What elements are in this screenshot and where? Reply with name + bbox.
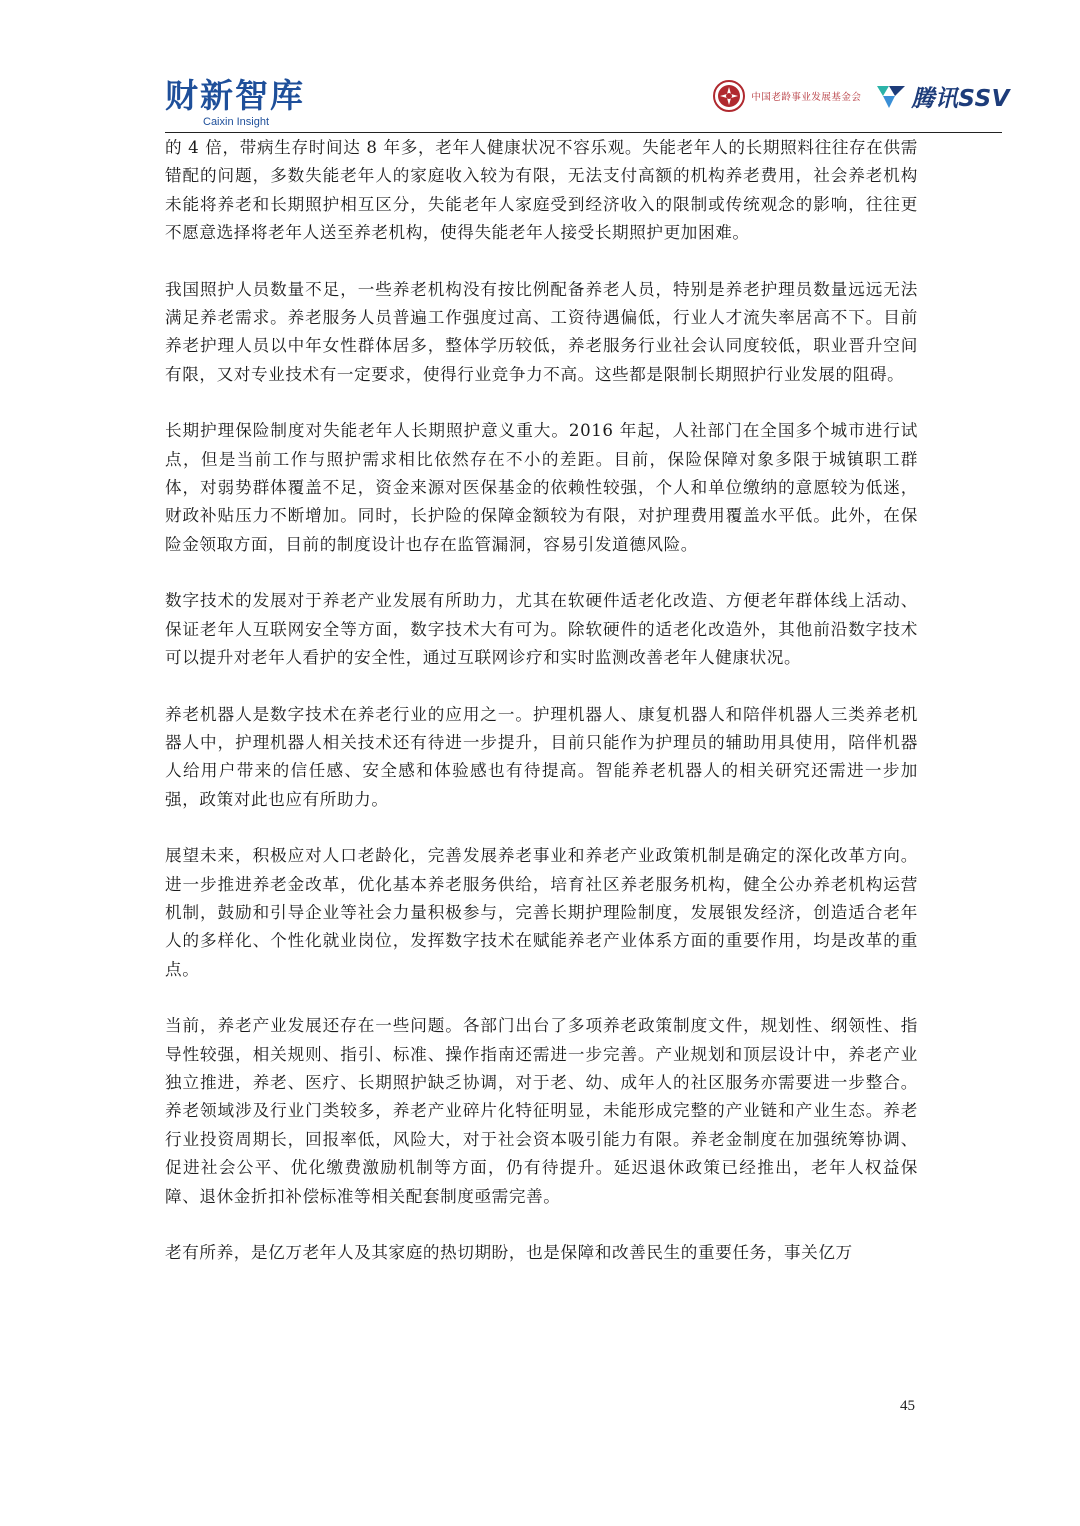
caixin-logo-subtitle: Caixin Insight xyxy=(203,116,270,128)
tencent-ssv-logo-icon xyxy=(875,82,907,110)
foundation-emblem-icon xyxy=(713,80,745,112)
foundation-name: 中国老龄事业发展基金会 xyxy=(751,92,862,103)
header-divider xyxy=(165,132,1002,133)
paragraph-2: 我国照护人员数量不足，一些养老机构没有按比例配备养老人员，特别是养老护理员数量远远无法满足养老需求。养老服务人员普遍工作强度过高、工资待遇偏低，行业人才流失率居高不下。目前养老护理人员以中年女性群体居多，整体学历较低，养老服务行业社会认同度较低，职业晋升空间有限，又对专业技术有一定要求，使得行业竞争力不高。这些都是限制长期照护行业发展的阻碍。 xyxy=(165,279,918,384)
page-header xyxy=(0,0,1080,136)
paragraph-5: 养老机器人是数字技术在养老行业的应用之一。护理机器人、康复机器人和陪伴机器人三类养老机器人中，护理机器人相关技术还有待进一步提升，目前只能作为护理员的辅助用具使用，陪伴机器人给用户带来的信任感、安全感和体验感也有待提高。智能养老机器人的相关研究还需进一步加强，政策对此也应有所助力。 xyxy=(165,704,918,809)
page-number: 45 xyxy=(900,1398,915,1414)
paragraph-8: 老有所养，是亿万老年人及其家庭的热切期盼，也是保障和改善民生的重要任务，事关亿万 xyxy=(165,1243,853,1262)
paragraph-4: 数字技术的发展对于养老产业发展有所助力，尤其在软硬件适老化改造、方便老年群体线上活动、保证老年人互联网安全等方面，数字技术大有可为。除软硬件的适老化改造外，其他前沿数字技术可以提升对老年人看护的安全性，通过互联网诊疗和实时监测改善老年人健康状况。 xyxy=(165,591,918,668)
document-body xyxy=(165,134,918,1295)
tencent-ssv-name: 腾讯SSV xyxy=(911,85,1010,112)
paragraph-3: 长期护理保险制度对失能老年人长期照护意义重大。2016 年起，人社部门在全国多个城市进行试点，但是当前工作与照护需求相比依然存在不小的差距。目前，保险保障对象多限于城镇职工群体，对弱势群体覆盖不足，资金来源对医保基金的依赖性较强，个人和单位缴纳的意愿较为低迷，财政补贴压力不断增加。同时，长护险的保障金额较为有限，对护理费用覆盖水平低。此外，在保险金领取方面，目前的制度设计也存在监管漏洞，容易引发道德风险。 xyxy=(165,421,918,554)
paragraph-6: 展望未来，积极应对人口老龄化，完善发展养老事业和养老产业政策机制是确定的深化改革方向。进一步推进养老金改革，优化基本养老服务供给，培育社区养老服务机构，健全公办养老机构运营机制，鼓励和引导企业等社会力量积极参与，完善长期护理险制度，发展银发经济，创造适合老年人的多样化、个性化就业岗位，发挥数字技术在赋能养老产业体系方面的重要作用，均是改革的重点。 xyxy=(165,846,918,979)
partner-logos xyxy=(713,76,1010,116)
paragraph-7: 当前，养老产业发展还存在一些问题。各部门出台了多项养老政策制度文件，规划性、纲领性、指导性较强，相关规则、指引、标准、操作指南还需进一步完善。产业规划和顶层设计中，养老产业独立推进，养老、医疗、长期照护缺乏协调，对于老、幼、成年人的社区服务亦需要进一步整合。养老领域涉及行业门类较多，养老产业碎片化特征明显，未能形成完整的产业链和产业生态。养老行业投资周期长，回报率低，风险大，对于社会资本吸引能力有限。养老金制度在加强统筹协调、促进社会公平、优化缴费激励机制等方面，仍有待提升。延迟退休政策已经推出，老年人权益保障、退休金折扣补偿标准等相关配套制度亟需完善。 xyxy=(165,1016,918,1206)
caixin-logo-title: 财新智库 xyxy=(165,76,305,115)
caixin-insight-logo xyxy=(165,76,305,128)
paragraph-1: 的 4 倍，带病生存时间达 8 年多，老年人健康状况不容乐观。失能老年人的长期照料往往存在供需错配的问题，多数失能老年人的家庭收入较为有限，无法支付高额的机构养老费用，社会养老机构未能将养老和长期照护相互区分，失能老年人家庭受到经济收入的限制或传统观念的影响，往往更不愿意选择将老年人送至养老机构，使得失能老年人接受长期照护更加困难。 xyxy=(165,138,918,243)
